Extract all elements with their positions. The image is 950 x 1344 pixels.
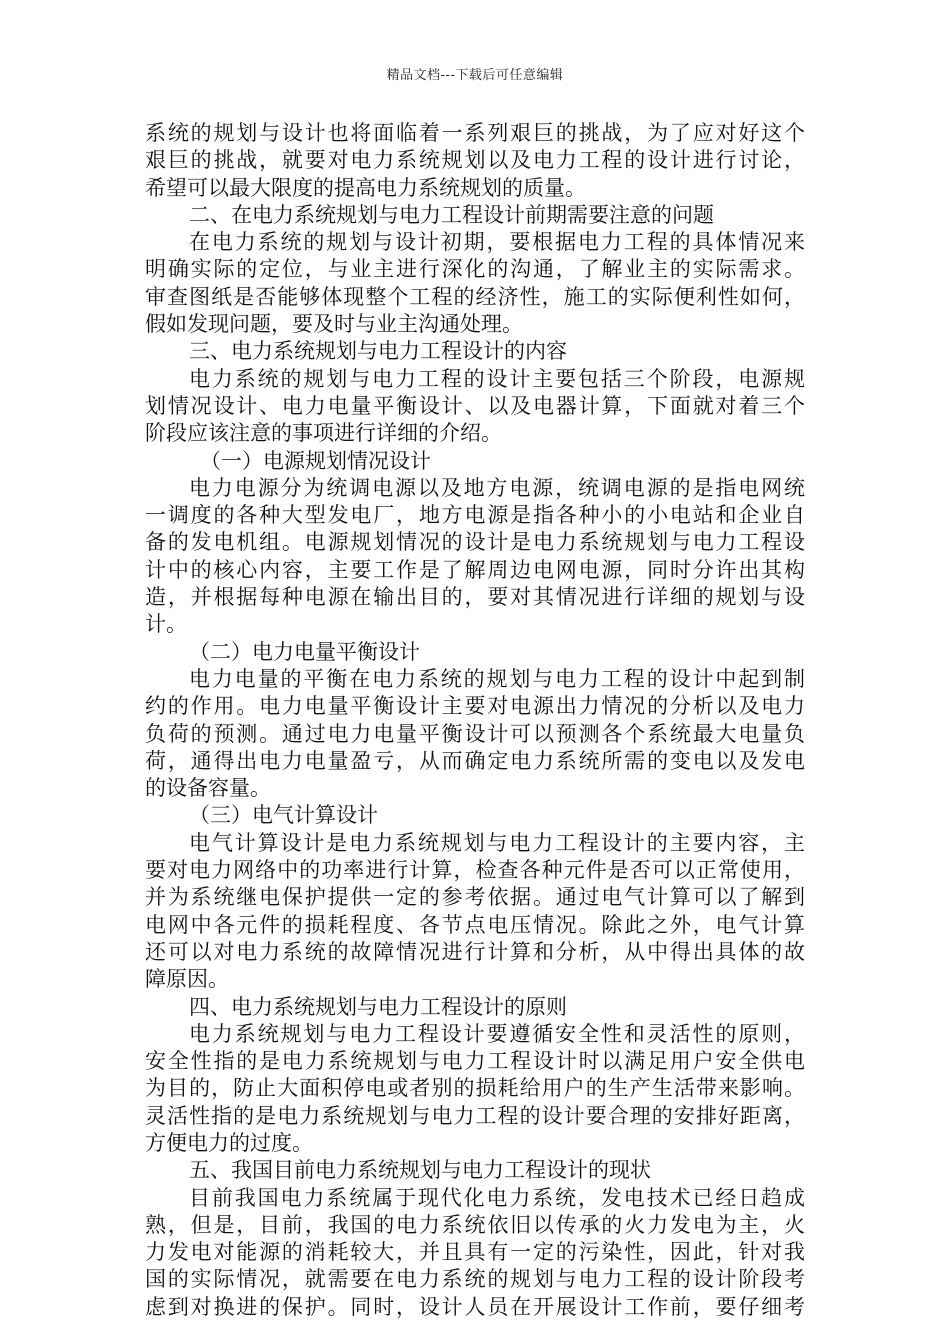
text-line: 障原因。 [145,967,229,992]
text-line: 的设备容量。 [145,776,271,801]
text-line: 一调度的各种大型发电厂，地方电源是指各种小的小电站和企业自 [145,503,805,528]
text-line: 电力系统的规划与电力工程的设计主要包括三个阶段，电源规 [189,366,805,391]
text-line: 国的实际情况，就需要在电力系统的规划与电力工程的设计阶段考 [145,1267,805,1292]
text-line: 三、电力系统规划与电力工程设计的内容 [189,339,567,364]
text-line: 划情况设计、电力电量平衡设计、以及电器计算，下面就对着三个 [145,393,805,418]
text-line: 希望可以最大限度的提高电力系统规划的质量。 [145,175,586,200]
text-line: 电网中各元件的损耗程度、各节点电压情况。除此之外，电气计算 [145,912,805,937]
text-line: （一）电源规划情况设计 [200,448,431,473]
text-line: 系统的规划与设计也将面临着一系列艰巨的挑战，为了应对好这个 [145,121,805,145]
text-line: 要对电力网络中的功率进行计算，检查各种元件是否可以正常使用， [145,858,805,883]
text-line: 阶段应该注意的事项进行详细的介绍。 [145,421,502,446]
text-line: 二、在电力系统规划与电力工程设计前期需要注意的问题 [189,202,714,227]
text-line: 还可以对电力系统的故障情况进行计算和分析，从中得出具体的故 [145,939,805,964]
text-line: 负荷的预测。通过电力电量平衡设计可以预测各个系统最大电量负 [145,721,805,746]
document-body [145,120,805,1321]
text-line: 约的作用。电力电量平衡设计主要对电源出力情况的分析以及电力 [145,694,805,719]
text-line: 造，并根据每种电源在输出目的，要对其情况进行详细的规划与设 [145,585,805,610]
text-line: 并为系统继电保护提供一定的参考依据。通过电气计算可以了解到 [145,885,805,910]
text-line: 电力电源分为统调电源以及地方电源，统调电源的是指电网统 [189,475,805,500]
text-line: 为目的，防止大面积停电或者别的损耗给用户的生产生活带来影响。 [145,1076,805,1101]
page-header: 精品文档---下载后可任意编辑 [386,68,564,83]
text-line: 计中的核心内容，主要工作是了解周边电网电源，同时分许出其构 [145,557,805,582]
text-line: 虑到对换进的保护。同时，设计人员在开展设计工作前，要仔细考 [145,1294,805,1319]
text-line: 力发电对能源的消耗较大，并且具有一定的污染性，因此，针对我 [145,1240,805,1265]
text-line: 明确实际的定位，与业主进行深化的沟通，了解业主的实际需求。 [145,257,805,282]
text-line: 四、电力系统规划与电力工程设计的原则 [189,994,567,1019]
text-line: 电力系统规划与电力工程设计要遵循安全性和灵活性的原则， [189,1021,805,1046]
text-line: 在电力系统的规划与设计初期，要根据电力工程的具体情况来 [189,230,805,255]
text-line: 电力电量的平衡在电力系统的规划与电力工程的设计中起到制 [189,666,805,691]
text-line: 备的发电机组。电源规划情况的设计是电力系统规划与电力工程设 [145,530,805,555]
text-line: （二）电力电量平衡设计 [189,639,420,664]
text-line: 灵活性指的是电力系统规划与电力工程的设计要合理的安排好距离， [145,1103,805,1128]
text-line: 艰巨的挑战，就要对电力系统规划以及电力工程的设计进行讨论， [145,148,805,173]
text-line: （三）电气计算设计 [189,803,378,828]
text-line: 方便电力的过度。 [145,1130,313,1155]
text-line: 目前我国电力系统属于现代化电力系统，发电技术已经日趋成 [189,1185,805,1210]
text-line: 安全性指的是电力系统规划与电力工程设计时以满足用户安全供电 [145,1049,805,1074]
text-line: 荷，通得出电力电量盈亏，从而确定电力系统所需的变电以及发电 [145,748,805,773]
text-line: 计。 [145,612,187,637]
text-line: 电气计算设计是电力系统规划与电力工程设计的主要内容，主 [189,830,805,855]
text-line: 假如发现问题，要及时与业主沟通处理。 [145,312,523,337]
text-line: 审查图纸是否能够体现整个工程的经济性，施工的实际便利性如何， [145,284,805,309]
text-line: 五、我国目前电力系统规划与电力工程设计的现状 [189,1158,651,1183]
text-line: 熟，但是，目前，我国的电力系统依旧以传承的火力发电为主，火 [145,1212,805,1237]
